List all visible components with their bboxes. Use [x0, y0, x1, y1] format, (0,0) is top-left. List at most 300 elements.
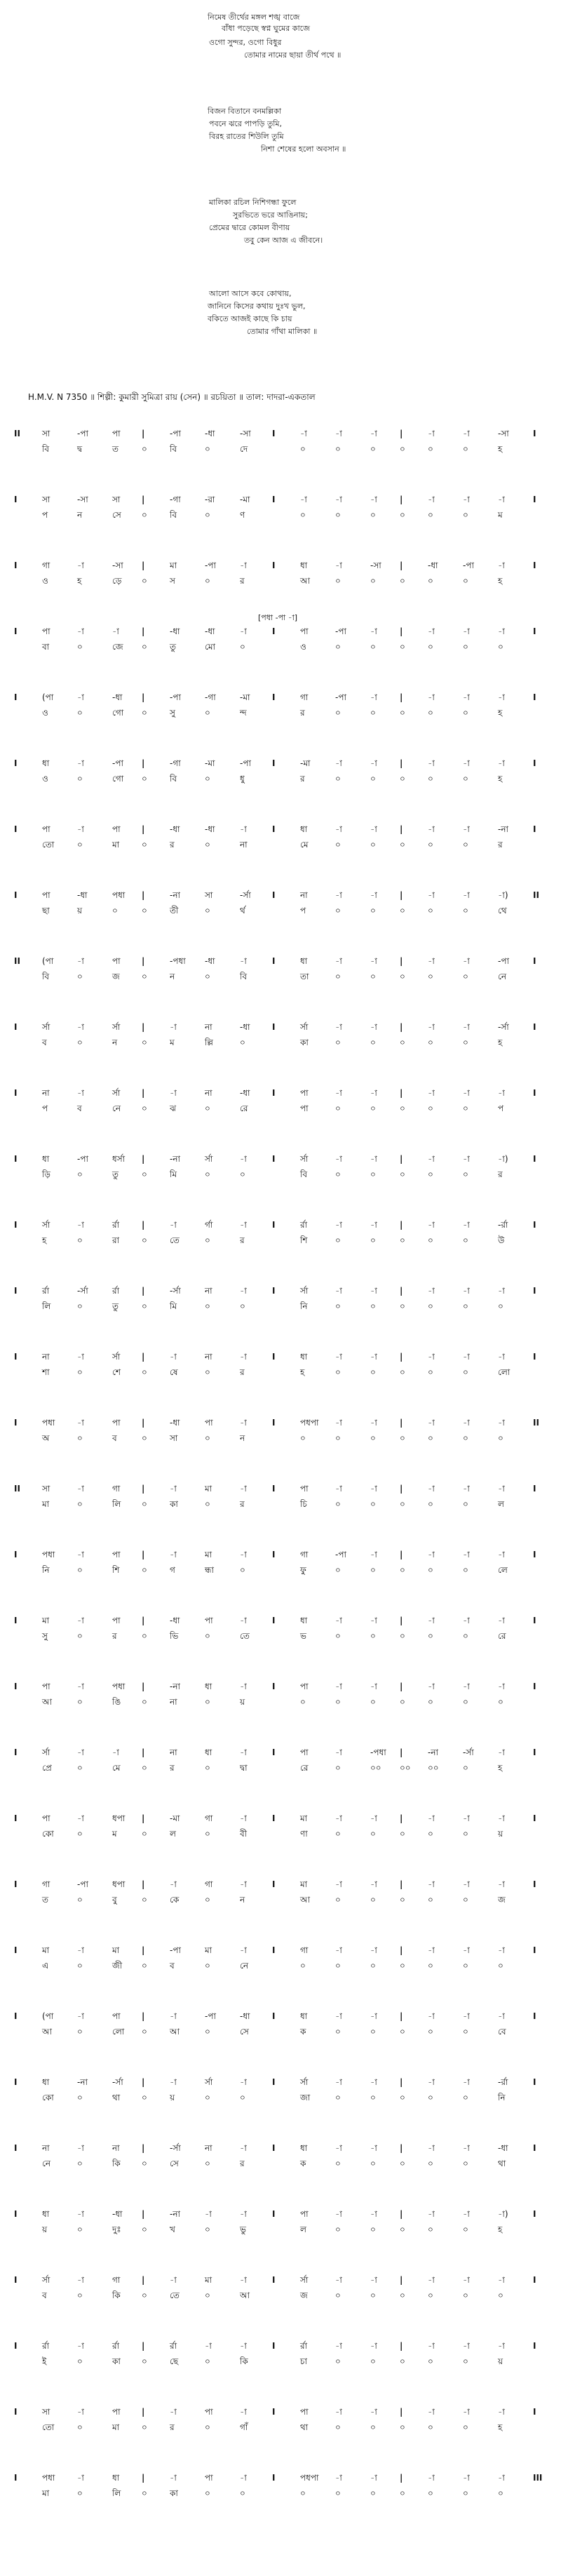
swara-note: -ধা — [112, 692, 123, 702]
bol-syllable: ০ — [77, 642, 83, 652]
bar-line: I — [272, 1352, 276, 1362]
bar-line: I — [14, 2275, 18, 2285]
swara-note: -া — [170, 1220, 177, 1230]
swara-note: র্সা — [112, 1352, 121, 1362]
swara-note: -া — [77, 2143, 84, 2153]
swara-note: -সা — [77, 495, 88, 504]
bol-syllable: ০ — [205, 2027, 210, 2037]
bol-syllable: র — [240, 2159, 245, 2168]
bol-syllable: ০ — [370, 510, 376, 520]
swara-note: পধপা — [300, 1418, 319, 1428]
swara-note: -া — [335, 890, 342, 900]
swara-note: পা — [112, 1616, 121, 1625]
bol-syllable: হ — [498, 1763, 503, 1773]
swara-line — [14, 2274, 554, 2287]
swara-note: -া — [335, 2341, 342, 2351]
notation-row — [14, 824, 554, 854]
swara-note: -া — [428, 956, 435, 966]
bar-line: I — [14, 1879, 18, 1889]
notation-row — [14, 494, 554, 525]
bol-syllable: ০ — [428, 2422, 433, 2432]
swara-note: -া — [240, 824, 247, 834]
bol-syllable: শি — [112, 1565, 120, 1575]
bar-line: | — [142, 1286, 145, 1296]
bol-syllable: ০ — [370, 1367, 376, 1377]
swara-note: -া — [463, 2077, 470, 2087]
bol-syllable: বু — [112, 1895, 117, 1905]
bol-syllable: ০ — [77, 1697, 83, 1707]
bol-syllable: ০ — [428, 1961, 433, 1971]
bol-syllable: ০ — [370, 1829, 376, 1839]
bol-syllable: ০ — [463, 576, 468, 586]
bol-syllable: ০ — [142, 2488, 147, 2498]
bol-syllable: প — [300, 906, 306, 915]
swara-note: -া — [77, 1022, 84, 1032]
swara-line — [14, 2472, 554, 2485]
bol-syllable: ০ — [370, 972, 376, 981]
bol-syllable: ০ — [142, 2422, 147, 2432]
swara-note: -া — [498, 1418, 505, 1428]
bar-line: I — [272, 1220, 276, 1230]
notation-row — [14, 1879, 554, 1910]
bar-line: | — [142, 495, 145, 504]
swara-note: -া — [77, 758, 84, 768]
swara-line — [14, 2406, 554, 2419]
bol-syllable: ০ — [335, 1235, 341, 1245]
swara-note: র্সা — [42, 1220, 50, 1230]
swara-note: -া — [428, 758, 435, 768]
bol-syllable: আ — [42, 2027, 52, 2037]
swara-note: -া — [370, 1352, 377, 1362]
bar-line: I — [14, 1813, 18, 1823]
bol-syllable: ০ — [205, 708, 210, 718]
bar-line: | — [400, 2011, 403, 2021]
bol-syllable: দে — [240, 444, 248, 454]
swara-note: -সা — [240, 429, 251, 438]
swara-note: সা — [42, 429, 50, 438]
bol-syllable: ০ — [463, 1895, 468, 1905]
bol-syllable: বি — [170, 774, 177, 784]
bol-syllable: ও — [300, 642, 306, 652]
bol-syllable: ০ — [463, 2356, 468, 2366]
swara-note: -ধা — [205, 429, 215, 438]
bol-syllable: ব — [112, 1433, 117, 1443]
bol-syllable: ব — [42, 1038, 47, 1047]
swara-note: -া) — [498, 1154, 508, 1164]
bol-syllable: ০ — [77, 1301, 83, 1311]
bol-syllable: ম — [170, 1038, 175, 1047]
swara-note: -ধা — [205, 956, 215, 966]
bol-syllable: নি — [300, 1301, 308, 1311]
swara-note: -া — [428, 1088, 435, 1098]
bar-line: I — [533, 2077, 536, 2087]
bol-syllable: ০ — [335, 2093, 341, 2102]
bol-syllable: গ — [170, 1565, 175, 1575]
bol-syllable: কা — [300, 1038, 309, 1047]
bol-syllable: ০ — [77, 2356, 83, 2366]
bol-syllable: ০ — [240, 2488, 245, 2498]
bar-line: I — [14, 692, 18, 702]
bol-syllable: ০ — [428, 1499, 433, 1509]
bol-syllable: ০ — [205, 1499, 210, 1509]
swara-note: -া — [463, 824, 470, 834]
swara-note: -ধা — [205, 626, 215, 636]
bol-syllable: ০ — [77, 2422, 83, 2432]
swara-note: -া — [428, 1879, 435, 1889]
notation-row — [14, 1087, 554, 1118]
notation-hint: [পধা -পা -া] — [258, 613, 298, 622]
bol-syllable: ০ — [370, 2356, 376, 2366]
bol-syllable: দ্ব — [77, 444, 83, 454]
bol-syllable: ০ — [240, 2093, 245, 2102]
swara-note: -া — [463, 1088, 470, 1098]
bol-syllable: ০ — [142, 906, 147, 915]
bol-syllable: লি — [112, 2488, 121, 2498]
bol-syllable: ০ — [205, 2159, 210, 2168]
bol-syllable: স — [170, 576, 175, 586]
bol-syllable: ০ — [205, 1895, 210, 1905]
swara-note: -া — [428, 1813, 435, 1823]
swara-note: না — [42, 1088, 50, 1098]
swara-note: -া — [463, 626, 470, 636]
swara-line — [14, 1813, 554, 1825]
swara-note: -র্সা — [240, 890, 251, 900]
swara-note: -া — [498, 1879, 505, 1889]
bar-line: | — [142, 2011, 145, 2021]
bol-syllable: অ — [42, 1433, 50, 1443]
bol-syllable: তী — [170, 906, 179, 915]
swara-note: -া — [428, 1484, 435, 1494]
bol-line — [14, 1433, 554, 1445]
swara-note: র্সা — [112, 1022, 121, 1032]
bol-syllable: ০ — [205, 1697, 210, 1707]
bol-syllable: ম — [112, 1829, 117, 1839]
swara-note: র্রা — [42, 2341, 50, 2351]
bar-line: | — [142, 758, 145, 768]
bar-line: | — [400, 2407, 403, 2417]
bol-syllable: নে — [42, 2159, 51, 2168]
bol-syllable: ০ — [463, 1961, 468, 1971]
swara-note: -া — [370, 1418, 377, 1428]
notation-row — [14, 955, 554, 986]
swara-note: ধা — [300, 824, 308, 834]
bar-line: | — [142, 1352, 145, 1362]
bol-syllable: ০ — [463, 1829, 468, 1839]
bol-syllable: তু — [112, 1301, 119, 1311]
bar-line: I — [14, 626, 18, 636]
bol-syllable: র — [112, 1631, 117, 1641]
swara-note: -ধা — [112, 2209, 123, 2219]
bar-line: | — [142, 692, 145, 702]
bol-syllable: কা — [170, 1499, 178, 1509]
swara-note: -া — [370, 1550, 377, 1559]
swara-note: পা — [112, 1550, 121, 1559]
swara-note: না — [205, 1352, 212, 1362]
bol-syllable: রে — [300, 1763, 309, 1773]
swara-note: -া — [370, 758, 377, 768]
swara-line — [14, 2077, 554, 2089]
bol-syllable: র — [300, 708, 305, 718]
swara-note: -া — [240, 1418, 247, 1428]
bol-syllable: ০ — [400, 2422, 405, 2432]
swara-note: -া — [335, 956, 342, 966]
swara-note: -র্সা — [170, 2143, 181, 2153]
swara-note: -া — [463, 2143, 470, 2153]
bar-line: I — [533, 758, 536, 768]
swara-note: -া) — [498, 2209, 508, 2219]
bol-syllable: ০ — [205, 2356, 210, 2366]
swara-note: -া — [335, 1022, 342, 1032]
swara-note: -া — [112, 626, 119, 636]
swara-note: -মা — [205, 758, 215, 768]
bol-syllable: কো — [42, 1829, 54, 1839]
swara-note: র্রা — [112, 1286, 120, 1296]
bol-syllable: উ — [498, 1235, 505, 1245]
bol-syllable: ০ — [77, 1433, 83, 1443]
swara-line — [14, 890, 554, 902]
swara-note: র্সা — [42, 2275, 50, 2285]
swara-line — [14, 1681, 554, 1693]
bol-syllable: বি — [300, 1169, 308, 1179]
bol-syllable: রে — [498, 1631, 506, 1641]
bol-syllable: ০ — [428, 840, 433, 850]
swara-note: -া — [370, 890, 377, 900]
bol-syllable: ০ — [370, 576, 376, 586]
bol-syllable: ০ — [142, 2159, 147, 2168]
swara-note: -া — [335, 1088, 342, 1098]
bol-syllable: ণা — [300, 1829, 308, 1839]
swara-note: ধা — [300, 2143, 308, 2153]
bol-syllable: বি — [170, 510, 177, 520]
bol-syllable: ০ — [463, 1367, 468, 1377]
swara-note: না — [205, 1022, 212, 1032]
bol-syllable: শি — [300, 1235, 308, 1245]
swara-note: না — [170, 1747, 177, 1757]
bol-syllable: ০ — [428, 444, 433, 454]
bol-syllable: ০ — [205, 840, 210, 850]
bol-syllable: ০ — [142, 2290, 147, 2300]
swara-note: -া — [498, 1813, 505, 1823]
swara-note: -া — [428, 2275, 435, 2285]
swara-note: -া — [170, 2407, 177, 2417]
notation-row — [14, 613, 554, 657]
bol-line — [14, 971, 554, 984]
swara-note: -া — [463, 2209, 470, 2219]
bol-syllable: ন্ধা — [205, 1565, 214, 1575]
swara-note: -া — [370, 1286, 377, 1296]
swara-note: পা — [112, 2407, 121, 2417]
bol-syllable: র — [170, 840, 175, 850]
bol-syllable: ০ — [335, 774, 341, 784]
poem-line: বিরহ রাতের শিউলি তুমি — [209, 132, 284, 141]
bar-line: I — [14, 890, 18, 900]
swara-note: ধর্সা — [112, 1154, 126, 1164]
swara-note: -া — [498, 2407, 505, 2417]
bar-line: I — [272, 561, 276, 570]
swara-note: ধা — [205, 1747, 212, 1757]
bol-syllable: ০ — [463, 1697, 468, 1707]
swara-note: পা — [300, 1682, 309, 1691]
swara-note: গা — [300, 1550, 309, 1559]
bol-syllable: ০ — [77, 1499, 83, 1509]
bol-syllable: ০ — [428, 1169, 433, 1179]
swara-note: -া — [463, 1352, 470, 1362]
swara-note: -মা — [300, 758, 311, 768]
swara-note: পা — [42, 890, 50, 900]
bol-syllable: ০ — [370, 1631, 376, 1641]
bol-syllable: ০০ — [428, 1763, 439, 1773]
bol-syllable: ০ — [463, 1038, 468, 1047]
bol-syllable: ফু — [300, 1565, 306, 1575]
bar-line: II — [14, 1484, 20, 1494]
bol-syllable: ০ — [205, 2488, 210, 2498]
bol-syllable: ০ — [498, 1961, 503, 1971]
swara-note: র্সা — [300, 2275, 309, 2285]
bol-syllable: আ — [240, 2290, 250, 2300]
notation-row — [14, 1483, 554, 1514]
swara-note: র্রা — [112, 2341, 120, 2351]
bol-syllable: য় — [42, 2225, 48, 2234]
swara-note: র্সা — [300, 1286, 309, 1296]
swara-note: -ধা — [170, 1418, 180, 1428]
poem-line: জানিনে কিসের কথায় দুঃখ ভুল, — [208, 302, 306, 311]
bol-syllable: ০ — [240, 1038, 245, 1047]
bol-syllable: লো — [112, 2027, 125, 2037]
bol-syllable: ০ — [370, 2159, 376, 2168]
bol-syllable: বি — [42, 444, 50, 454]
bar-line: I — [272, 758, 276, 768]
swara-note: -া — [77, 626, 84, 636]
swara-note: গা — [42, 561, 50, 570]
bol-syllable: তো — [42, 2422, 55, 2432]
bol-syllable: ০ — [370, 1235, 376, 1245]
swara-note: -া — [240, 2275, 247, 2285]
swara-note: -া — [428, 2077, 435, 2087]
swara-note: -া — [428, 1220, 435, 1230]
bol-syllable: ০০ — [400, 1763, 411, 1773]
bol-syllable: না — [170, 1697, 177, 1707]
swara-note: -র্রা — [498, 1220, 508, 1230]
swara-note: ধা — [300, 1352, 308, 1362]
swara-note: -র্সা — [112, 2077, 123, 2087]
swara-note: -া — [498, 1484, 505, 1494]
swara-note: -া — [463, 1220, 470, 1230]
bol-syllable: ০ — [400, 1961, 405, 1971]
bol-syllable: য় — [498, 1829, 503, 1839]
poem-line: সুরভিতে ভরে আঙিনায়; — [233, 210, 308, 220]
bol-syllable: ০ — [428, 1895, 433, 1905]
bar-line: I — [533, 1945, 536, 1955]
bol-syllable: র — [498, 840, 503, 850]
bol-syllable: ভু — [240, 2225, 246, 2234]
bol-syllable: ০০ — [370, 1763, 381, 1773]
bar-line: I — [14, 1352, 18, 1362]
bar-line: | — [400, 1945, 403, 1955]
swara-note: না — [300, 890, 308, 900]
swara-note: -া — [498, 1616, 505, 1625]
bol-line — [14, 1762, 554, 1775]
swara-note: -া — [335, 1286, 342, 1296]
swara-note: -া — [428, 1682, 435, 1691]
swara-note: -া — [170, 1088, 177, 1098]
swara-note: -া — [428, 2143, 435, 2153]
swara-note: -া — [335, 429, 342, 438]
bol-syllable: তে — [170, 2290, 180, 2300]
swara-note: মা — [205, 2275, 212, 2285]
notation-row — [14, 2472, 554, 2503]
bar-line: I — [533, 1154, 536, 1164]
swara-note: -া — [463, 692, 470, 702]
bol-syllable: ০ — [205, 972, 210, 981]
swara-note: -া — [335, 1879, 342, 1889]
swara-note: -মা — [170, 1813, 180, 1823]
bol-syllable: ০ — [428, 972, 433, 981]
swara-note: -া — [77, 1945, 84, 1955]
bol-syllable: জ — [112, 972, 120, 981]
bol-syllable: ব — [42, 2290, 47, 2300]
bol-syllable: ০ — [498, 2290, 503, 2300]
swara-note: (পা — [42, 692, 54, 702]
bol-syllable: ০ — [370, 1697, 376, 1707]
swara-note: পা — [300, 2209, 309, 2219]
bar-line: I — [272, 2407, 276, 2417]
poem-line: তোমার গাঁথা মালিকা ॥ — [247, 327, 318, 336]
swara-note: পধা — [42, 2473, 55, 2483]
bol-syllable: র — [300, 774, 305, 784]
bar-line: I — [272, 429, 276, 438]
bol-syllable: ০ — [142, 840, 147, 850]
swara-note: -র্সা — [77, 1286, 88, 1296]
bol-syllable: ০ — [428, 2093, 433, 2102]
bol-syllable: ০ — [205, 1631, 210, 1641]
bar-line: | — [142, 429, 145, 438]
swara-note: র্সা — [112, 1088, 121, 1098]
bol-syllable: থা — [498, 2159, 506, 2168]
bol-syllable: ০ — [400, 2093, 405, 2102]
bol-line — [14, 2488, 554, 2500]
bar-line: | — [142, 1616, 145, 1625]
swara-note: র্সা — [205, 2077, 213, 2087]
swara-note: -র্সা — [170, 1286, 181, 1296]
bol-syllable: ০ — [370, 708, 376, 718]
bar-line: I — [272, 692, 276, 702]
swara-note: ধপা — [112, 1879, 126, 1889]
bol-syllable: ঝ — [170, 1103, 177, 1113]
bol-syllable: ক — [300, 2027, 306, 2037]
bol-syllable: ০ — [498, 1697, 503, 1707]
bol-syllable: ০ — [370, 2290, 376, 2300]
swara-note: -া — [498, 1088, 505, 1098]
swara-line — [14, 1087, 554, 1100]
bol-syllable: ০ — [463, 2159, 468, 2168]
bol-syllable: মি — [170, 1169, 177, 1179]
bol-syllable: ০ — [335, 840, 341, 850]
bar-line: | — [142, 2143, 145, 2153]
bar-line: I — [14, 1418, 18, 1428]
swara-note: মা — [112, 1945, 120, 1955]
bol-syllable: ০ — [463, 1301, 468, 1311]
bol-syllable: ০ — [335, 1829, 341, 1839]
swara-note: -া — [370, 2473, 377, 2483]
swara-note: -সা — [370, 561, 381, 570]
bol-syllable: ০ — [463, 2488, 468, 2498]
bar-line: | — [142, 1220, 145, 1230]
notation-row — [14, 1681, 554, 1712]
bol-syllable: ০ — [335, 2159, 341, 2168]
swara-line — [14, 1945, 554, 1957]
bol-syllable: আ — [170, 2027, 180, 2037]
bar-line: I — [533, 429, 536, 438]
